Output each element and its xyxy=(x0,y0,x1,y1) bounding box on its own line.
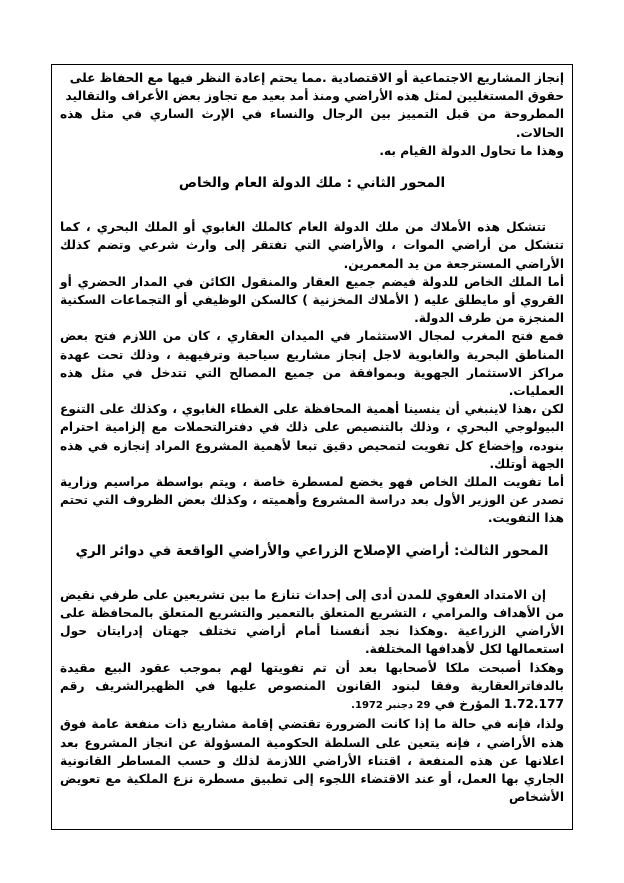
section-3-title: المحور الثالث: أراضي الإصلاح الزراعي والأراضي الواقعة في دوائر الري xyxy=(75,542,549,559)
section-2-paragraph-3: فمع فتح المغرب لمجال الاستثمار في الميدان العقاري ، كان من اللازم فتح بعض المناطق البحرية والغابوية لاجل إنجاز مشاريع سياحية وترفيهية ، وذلك تحت عهدة مراكز الاستثمار الجهوية وبموافقة من جميع المصالح التي تتدخل في مثل هذه العمليات. xyxy=(60,329,564,399)
section-2-paragraph-4: لكن ،هذا لاينبغي أن ينسينا أهمية المحافظة على الغطاء الغابوي ، وكذلك على التنوع البيولوجي البحري ، وذلك بالتنصيص على ذلك في دفترالتحملات مع إلزامية احترام بنوده، وإخضاع كل تفويت لتمحيص دقيق تبعا لأهمية المشروع المراد إنجازه في هذه الجهة أوتلك. xyxy=(60,402,564,471)
section-2-paragraph-2: أما الملك الخاص للدولة فيضم جميع العقار والمنقول الكائن في المدار الحضري أو القروي أو مايطلق عليه ( الأملاك المخزنية ) كالسكن الوظيفي أو التجماعات السكنية المنجزة من طرف الدولة. xyxy=(60,274,564,326)
section-3-paragraph-2 xyxy=(60,659,564,716)
section-3-paragraph-2-date: 29 دجنبر 1972. xyxy=(351,700,431,712)
section-3-paragraph-1: إن الامتداد العفوي للمدن أدى إلى إحداث تنازع ما بين تشريعين على طرفي نقيض من الأهداف والمرامي ، التشريع المتعلق بالتعمير والتشريع المتعلق بالمحافظة على الأراضي الزراعية .وهكذا نجد أنفسنا أمام أراضي تختلف جهتان إدرايتان حول استعمالها لكل لأهدافها المختلفة. xyxy=(60,587,564,657)
intro-line-1: إنجاز المشاريع الاجتماعية أو الاقتصادية .مما يحتم إعادة النظر فيها مع الحفاظ على xyxy=(69,71,564,85)
section-2-paragraph-1: تتشكل هذه الأملاك من ملك الدولة العام كالملك الغابوي أو الملك البحري ، كما تتشكل من أراضي الموات ، والأراضي التي تفتقر إلى وارث شرعي وتضم كذلك الأراضي المسترجعة من يد المعمرين. xyxy=(60,220,564,271)
document-page xyxy=(51,64,573,830)
intro-line-3: المطروحة من قبل التمييز بين الرجال والنساء في الإرث الساري في مثل هذه الحالات. xyxy=(60,107,564,140)
section-3-paragraph-2-text: وهكذا أصبحت ملكا لأصحابها بعد أن تم تفويتها لهم بموجب عقود البيع مقيدة بالدفاترالعقارية وفقا لبنود القانون المنصوص عليها في الظهيرالشريف رقم 1.72.177 xyxy=(60,660,564,712)
intro-line-2: حقوق المستغليين لمثل هذه الأراضي ومنذ أمد بعيد مع تجاوز بعض الأعراف والتقاليد xyxy=(65,89,564,104)
intro-line-4: وهذا ما تحاول الدولة القيام به. xyxy=(379,143,564,158)
section-3-paragraph-2-date-prefix: المؤرخ في xyxy=(434,697,500,712)
intro-paragraph xyxy=(60,69,564,160)
section-3-paragraph-3: ولذا، فإنه في حالة ما إذا كانت الضرورة تقتضي إقامة مشاريع ذات منفعة عامة فوق هذه الأراضي ، فإنه يتعين على السلطة الحكومية المسؤولة عن انجاز المشروع بعد اعلانها عن هذه المنفعة ، اقتناء الأراضي اللازمة لذلك و حسب المساطر القانونية الجاري بها العمل، أو عند الاقتضاء اللجوء إلى تطبيق مسطرة نزع الملكية مع تعويض الأشخاص xyxy=(60,717,564,805)
section-2-title: المحور الثاني : ملك الدولة العام والخاص xyxy=(178,175,446,192)
section-2-paragraph-5: أما تفويت الملك الخاص فهو يخضع لمسطرة خاصة ، ويتم بواسطة مراسيم وزارية تصدر عن الوزير الأول بعد دراسة المشروع وأهميته ، وكذلك بعض الظروف التي تحتم هذا التفويت. xyxy=(60,475,564,526)
